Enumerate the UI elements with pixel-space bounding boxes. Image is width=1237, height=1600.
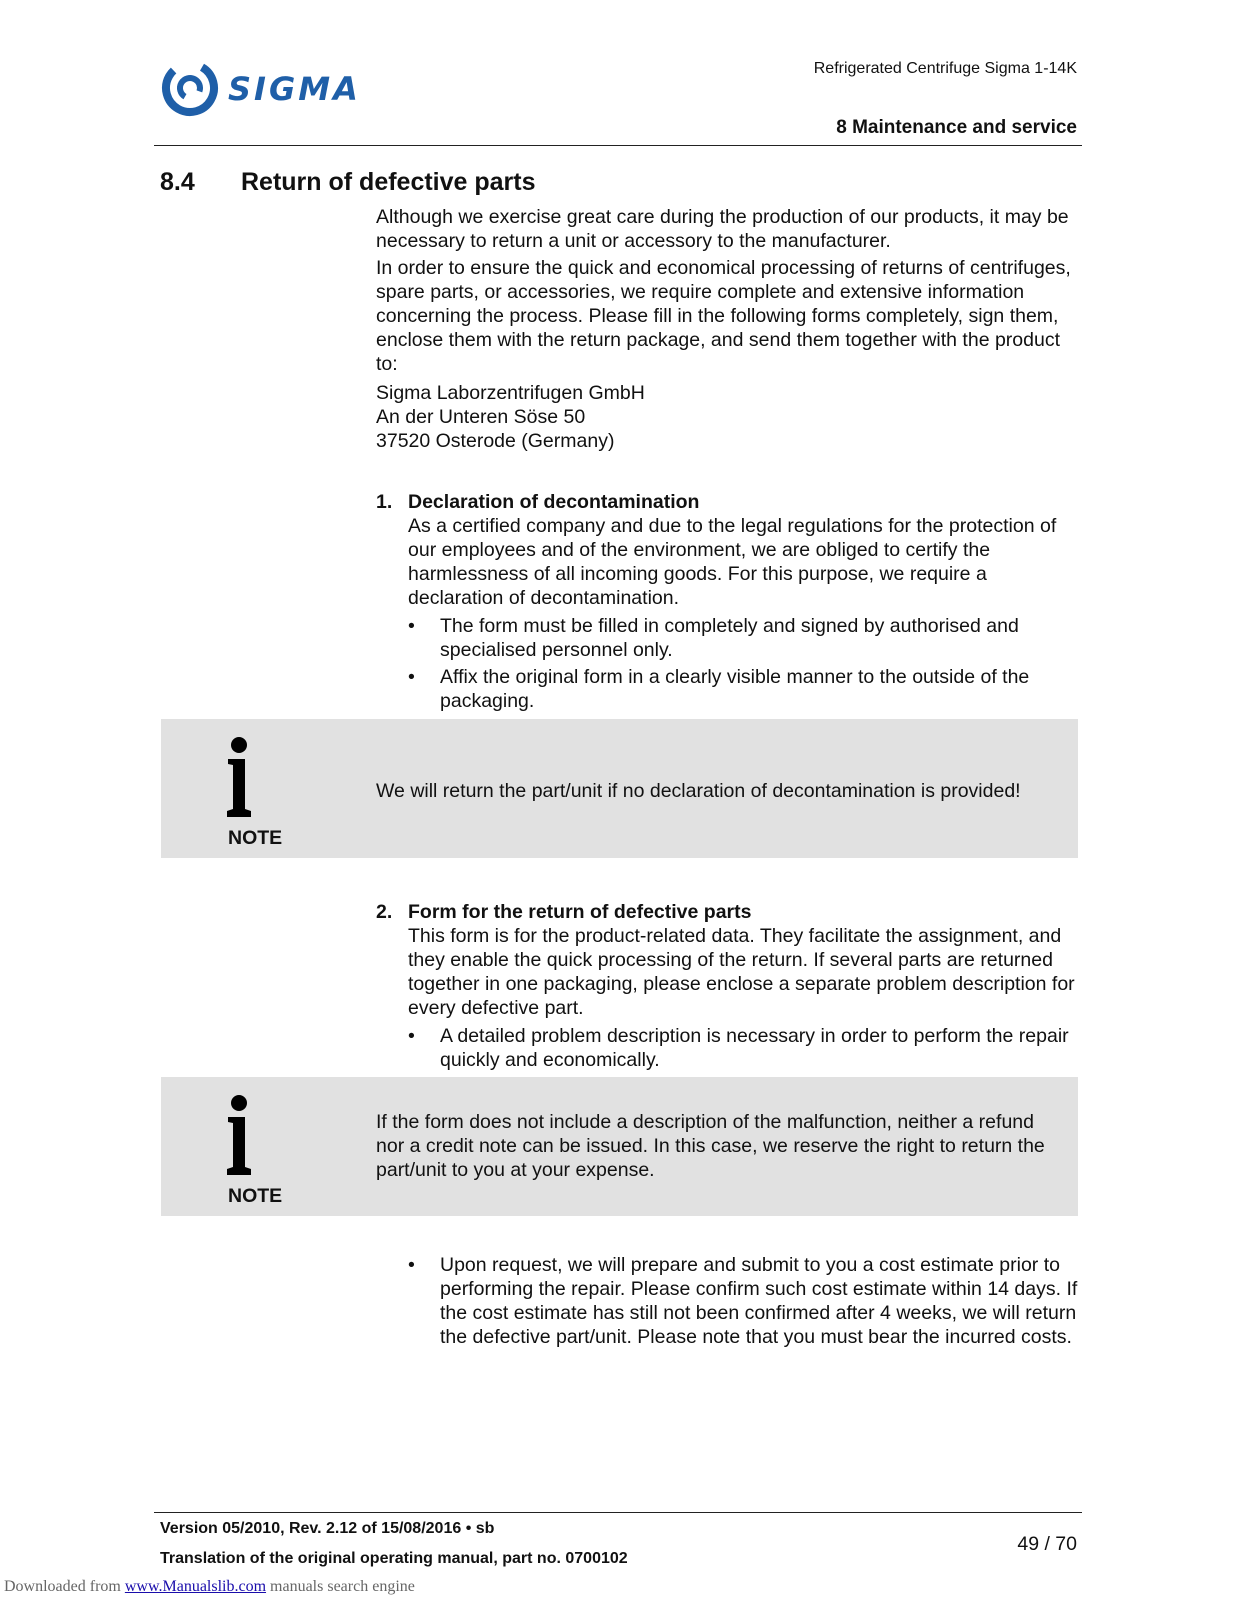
bullet-list — [376, 1253, 1088, 1349]
address-line-1: Sigma Laborzentrifugen GmbH — [376, 382, 645, 404]
list-item — [408, 1253, 1088, 1349]
item-heading — [376, 490, 1086, 514]
info-icon — [223, 1095, 255, 1177]
item-body: This form is for the product-related data. They facilitate the assignment, and they enable the quick processing of the return. If several parts are returned together in one packaging, please enclose a separate problem description for every defective part. — [408, 925, 1075, 1019]
address-line-3: 37520 Osterode (Germany) — [376, 430, 615, 452]
note-label: NOTE — [228, 827, 283, 849]
download-banner — [4, 1578, 415, 1596]
cost-estimate-bullets — [376, 1253, 1088, 1352]
list-item-declaration — [376, 490, 1086, 716]
list-item — [408, 665, 1086, 713]
section-title: Return of defective parts — [241, 168, 536, 196]
note-label: NOTE — [228, 1185, 283, 1207]
intro — [376, 205, 1086, 379]
header-divider — [154, 145, 1082, 146]
item-number: 1. — [376, 491, 393, 513]
section-number: 8.4 — [160, 168, 195, 196]
bullet-text: Affix the original form in a clearly visible manner to the outside of the packaging. — [440, 666, 1030, 712]
list-item — [408, 1024, 1086, 1072]
item-body: As a certified company and due to the legal regulations for the protection of our employees and of the environment, we are obliged to certify the harmlessness of all incoming goods. For this purpose, we require a declaration of decontamination. — [408, 515, 1057, 609]
list-item — [408, 614, 1086, 662]
list-item-return-form — [376, 900, 1086, 1075]
address-block — [376, 381, 645, 453]
note-box — [161, 1077, 1078, 1216]
download-suffix: manuals search engine — [270, 1578, 415, 1595]
note-text: We will return the part/unit if no declaration of decontamination is provided! — [376, 780, 1021, 802]
document-title: Refrigerated Centrifuge Sigma 1-14K — [813, 60, 1077, 77]
bullet-list — [376, 1024, 1086, 1072]
item-heading-text: Declaration of decontamination — [408, 491, 700, 513]
note-box — [161, 719, 1078, 858]
address-line-2: An der Unteren Söse 50 — [376, 406, 586, 428]
chapter-title: 8 Maintenance and service — [836, 117, 1077, 138]
item-heading-text: Form for the return of defective parts — [408, 901, 752, 923]
footer-divider — [154, 1512, 1082, 1513]
bullet-text: A detailed problem description is necessary in order to perform the repair quickly and economically. — [440, 1025, 1069, 1071]
bullet-list — [376, 614, 1086, 713]
info-icon — [223, 737, 255, 819]
item-number: 2. — [376, 901, 393, 923]
bullet-icon: • — [408, 1254, 415, 1276]
sigma-swirl-icon — [160, 58, 223, 118]
translation-info: Translation of the original operating manual, part no. 0700102 — [160, 1550, 628, 1567]
bullet-icon: • — [408, 666, 415, 688]
page-number: 49 / 70 — [1017, 1533, 1077, 1555]
item-heading — [376, 900, 1086, 924]
bullet-text: The form must be filled in completely and signed by authorised and specialised personnel only. — [440, 615, 1019, 661]
bullet-text: Upon request, we will prepare and submit to you a cost estimate prior to performing the repair. Please confirm such cost estimate within 14 days. If the cost estimate has still not been confirmed after 4 weeks, we will return the defective part/unit. Please note that you must bear the incurred costs. — [440, 1254, 1078, 1348]
sigma-logo — [160, 58, 405, 118]
bullet-icon: • — [408, 615, 415, 637]
intro-paragraph-2: In order to ensure the quick and economical processing of returns of centrifuges, spare parts, or accessories, we require complete and extensive information concerning the process. Please fill in the following forms completely, sign them, enclose them with the return package, and send them together with the product to: — [376, 257, 1071, 375]
intro-paragraph-1: Although we exercise great care during the production of our products, it may be necessary to return a unit or accessory to the manufacturer. — [376, 206, 1069, 252]
bullet-icon: • — [408, 1025, 415, 1047]
version-info: Version 05/2010, Rev. 2.12 of 15/08/2016 • sb — [160, 1520, 495, 1537]
note-text: If the form does not include a description of the malfunction, neither a refund nor a credit note can be issued. In this case, we reserve the right to return the part/unit to you at your expense. — [376, 1111, 1045, 1181]
manualslib-link[interactable]: www.Manualslib.com — [124, 1578, 267, 1595]
download-prefix: Downloaded from — [4, 1578, 121, 1595]
logo-wordmark: SIGMA — [228, 70, 361, 108]
